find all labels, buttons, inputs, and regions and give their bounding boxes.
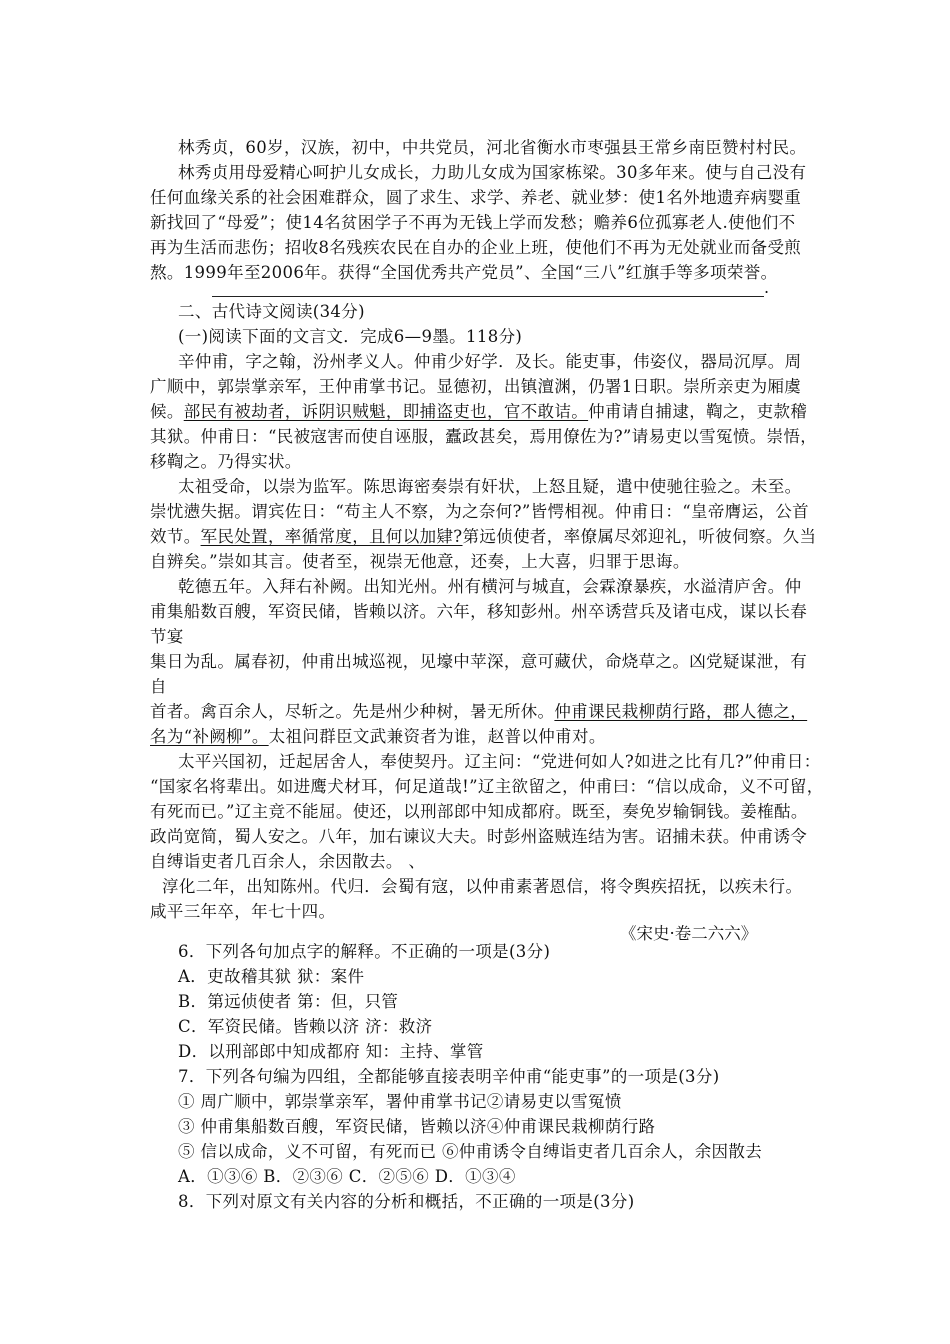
text-line	[0, 525, 950, 549]
underlined-segment: 名为“补阙柳”。	[150, 727, 269, 746]
text-line: 新找回了“母爱”；使14名贫困学子不再为无钱上学而发愁；赡养6位孤寡老人.使他们不	[150, 213, 796, 232]
text-line: ③ 仲甫集船数百艘，军资民储，皆赖以济④仲甫课民栽柳荫行路	[178, 1117, 656, 1136]
underlined-segment: 军民处置，率循常度，且何以加肄?	[200, 527, 463, 546]
rule-end-mark: .	[764, 278, 770, 297]
text-line: 有死而已。”辽主竞不能屈。使还，以刑部郎中知成都府。既至，奏免岁输铜钱。姜榷酤。	[150, 802, 808, 821]
horizontal-rule	[212, 296, 764, 297]
text-line: 辛仲甫，字之翰，汾州孝义人。仲甫少好学．及长。能吏事，伟姿仪，器局沉厚。周	[178, 352, 802, 371]
text-line: 二、古代诗文阅读(34分)	[178, 302, 365, 321]
underlined-segment: 部民有被劫者，诉阴识贼魁，即捕盗吏也，官不敢诘。	[183, 402, 589, 421]
text-line	[0, 725, 950, 749]
text-line: 再为生活而悲伤；招收8名残疾农民在自办的企业上班，使他们不再为无处就业而备受煎	[150, 238, 802, 257]
text-line: 广顺中，郭崇掌亲军，王仲甫掌书记。显德初，出镇澶渊，仍署1日职。崇所亲吏为厢虞	[150, 377, 802, 396]
text-line: 自缚诣吏者几百余人，余因散去。 、	[150, 852, 426, 871]
text-line	[0, 700, 950, 724]
text-line: 6．下列各句加点字的解释。不正确的一项是(3分)	[178, 942, 551, 961]
source-citation: 《宋史·卷二六六》	[620, 924, 758, 943]
text-line	[0, 400, 950, 424]
text-segment: 效节。	[150, 527, 201, 546]
text-line: 政尚宽简，蜀人安之。八年，加右谏议大夫。时彭州盗贼连结为害。诏捕未获。仲甫诱令	[150, 827, 808, 846]
text-line: 自	[150, 677, 167, 696]
text-line: 自辨矣。”崇如其言。使者至，视崇无他意，还奏，上大喜，归罪于思诲。	[150, 552, 690, 571]
text-line: 太平兴国初，迁起居舍人，奉使契丹。辽主问：“党进何如人?如进之比有几?”仲甫日：	[178, 752, 821, 771]
text-line: A．吏故稽其狱 狱：案件	[178, 967, 365, 986]
text-line: 7．下列各句编为四组，全都能够直接表明辛仲甫“能吏事”的一项是(3分)	[178, 1067, 720, 1086]
text-line: 咸平三年卒，年七十四。	[150, 902, 336, 921]
underlined-segment: 仲甫课民栽柳荫行路，郡人德之，	[554, 702, 808, 721]
text-line: 任何血缘关系的社会困难群众，圆了求生、求学、养老、就业梦：使1名外地遗弃病婴重	[150, 188, 802, 207]
text-line: 乾德五年。入拜右补阙。出知光州。州有横河与城直，会霖潦暴疾，水溢清庐舍。仲	[178, 577, 802, 596]
text-line: ① 周广顺中，郭崇掌亲军，署仲甫掌书记②请易吏以雪冤愤	[178, 1092, 622, 1111]
text-line: C．军资民储。皆赖以济 济：救济	[178, 1017, 433, 1036]
text-line: 太祖受命，以崇为监军。陈思诲密奏崇有奸状，上怒且疑，遣中使驰往验之。未至。	[178, 477, 802, 496]
text-line: 崇忧懑失据。谓宾佐日：“苟主人不察，为之奈何?”皆愕相视。仲甫日：“皇帝膺运，公首	[150, 502, 810, 521]
text-segment: 太祖问群臣文武兼资者为谁，赵普以仲甫对。	[268, 727, 606, 746]
text-line: “国家名将辈出。如进鹰犬材耳，何足道哉!”辽主欲留之，仲甫曰：“信以成命，义不可留，	[150, 777, 824, 796]
text-line: ⑤ 信以成命，义不可留，有死而已 ⑥仲甫诱令自缚诣吏者几百余人，余因散去	[178, 1142, 763, 1161]
text-line: 熬。1999年至2006年。获得“全国优秀共产党员”、全国“三八”红旗手等多项荣誉。	[150, 263, 778, 282]
text-line: A．①③⑥ B．②③⑥ C．②⑤⑥ D．①③④	[178, 1167, 516, 1186]
text-line: 节宴	[150, 627, 184, 646]
text-segment: 首者。禽百余人，尽斩之。先是州少种树，暑无所休。	[150, 702, 555, 721]
text-line: D．以刑部郎中知成都府 知：主持、掌管	[178, 1042, 484, 1061]
text-line: 其狱。仲甫日：“民被寇害而使自诬服，蠹政甚矣，焉用僚佐为?”请易吏以雪冤愤。崇悟，	[150, 427, 818, 446]
text-line: 林秀贞，60岁，汉族，初中，中共党员，河北省衡水市枣强县王常乡南臣赞村村民。	[178, 138, 807, 157]
text-line: 移鞫之。乃得实状。	[150, 452, 302, 471]
text-segment: 仲甫请自捕逮，鞫之，吏款稽	[588, 402, 808, 421]
text-line: 8．下列对原文有关内容的分析和概括，不正确的一项是(3分)	[178, 1192, 635, 1211]
text-line: 林秀贞用母爱精心呵护儿女成长，力助儿女成为国家栋梁。30多年来。使与自己没有	[178, 163, 807, 182]
text-line: B．第远侦使者 第：但，只管	[178, 992, 399, 1011]
text-segment: 候。	[150, 402, 184, 421]
text-line: 集日为乱。属春初，仲甫出城巡视，见壕中苹深，意可藏伏，命烧草之。凶党疑谋泄，有	[150, 652, 808, 671]
text-line: (一)阅读下面的文言文．完成6—9墨。118分)	[178, 327, 523, 346]
text-line: 甫集船数百艘，军资民储，皆赖以济。六年，移知彭州。州卒诱营兵及诸屯戍，谋以长春	[150, 602, 808, 621]
text-line: 淳化二年，出知陈州。代归．会蜀有寇，以仲甫素著恩信，将令舆疾招抚，以疾未行。	[162, 877, 803, 896]
text-segment: 第远侦使者，率僚属尽郊迎礼，听彼伺察。久当	[462, 527, 817, 546]
